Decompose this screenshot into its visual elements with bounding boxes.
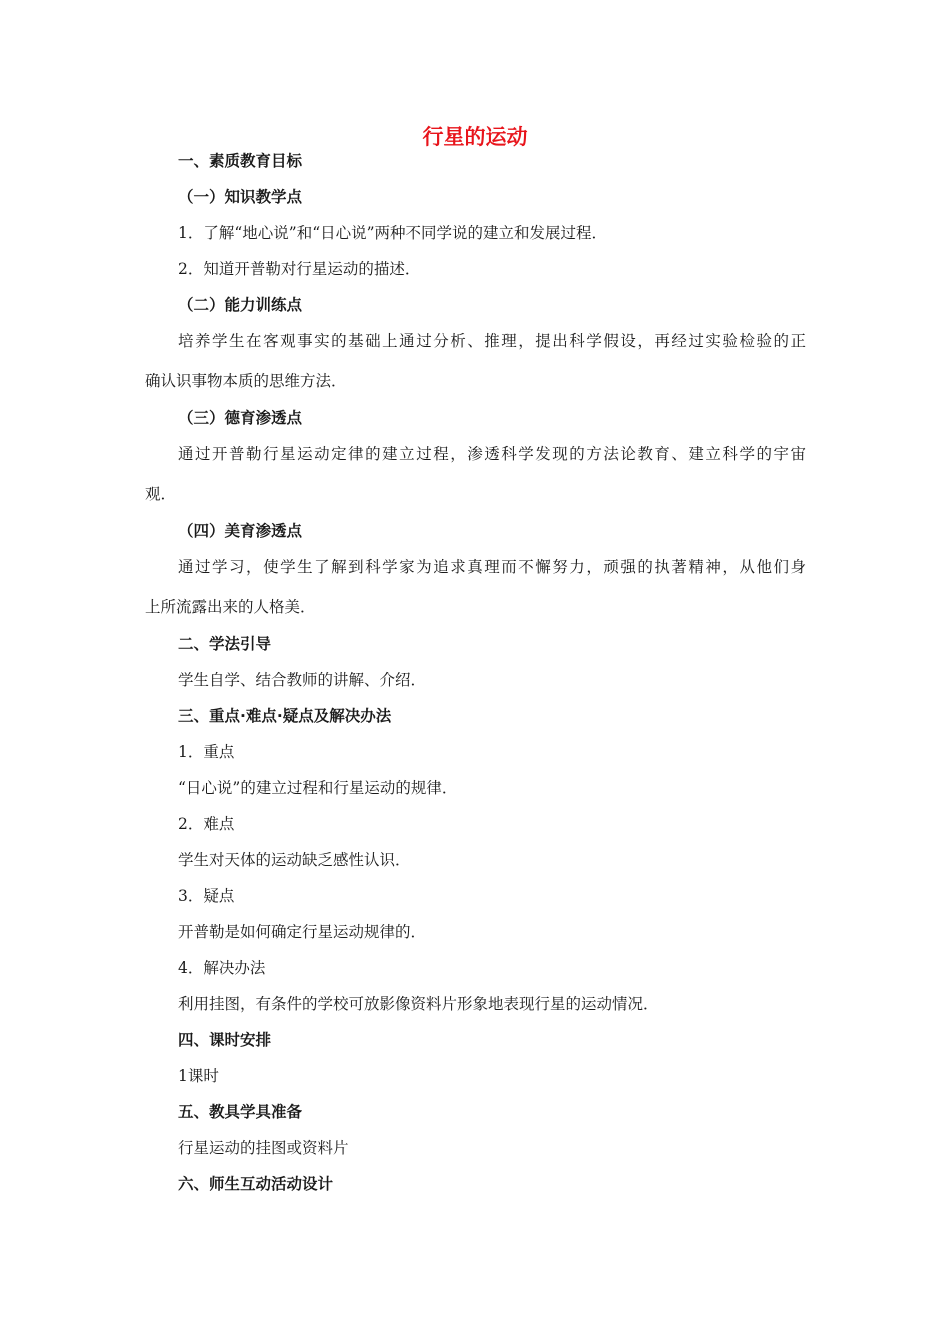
- body-text: 2．知道开普勒对行星运动的描述．: [178, 260, 421, 278]
- subsection-heading-aesthetic: （四）美育渗透点: [178, 522, 303, 540]
- body-text: 学生对天体的运动缺乏感性认识．: [178, 851, 411, 869]
- body-text: 3．疑点: [178, 887, 235, 905]
- body-text: “日心说”的建立过程和行星运动的规律．: [178, 779, 458, 797]
- body-text: 利用挂图，有条件的学校可放影像资料片形象地表现行星的运动情况．: [178, 995, 659, 1013]
- section-heading-3: 三、重点·难点·疑点及解决办法: [178, 707, 392, 725]
- body-text: 2．难点: [178, 815, 235, 833]
- body-text: 行星运动的挂图或资料片: [178, 1139, 349, 1157]
- body-paragraph-line: 通过开普勒行星运动定律的建立过程，渗透科学发现的方法论教育、建立科学的宇宙: [178, 445, 806, 463]
- body-text: 4．解决办法: [178, 959, 266, 977]
- body-paragraph-line: 观．: [145, 485, 177, 503]
- section-heading-6: 六、师生互动活动设计: [178, 1175, 334, 1193]
- body-paragraph-line: 上所流露出来的人格美．: [145, 598, 316, 616]
- section-heading-4: 四、课时安排: [178, 1031, 272, 1049]
- body-text: 1．了解“地心说”和“日心说”两种不同学说的建立和发展过程．: [178, 224, 608, 242]
- body-text: 1．重点: [178, 743, 235, 761]
- body-text: 1课时: [178, 1067, 219, 1085]
- body-paragraph-line: 通过学习，使学生了解到科学家为追求真理而不懈努力，顽强的执著精神，从他们身: [178, 558, 806, 576]
- body-paragraph-line: 确认识事物本质的思维方法．: [145, 372, 347, 390]
- body-text: 开普勒是如何确定行星运动规律的．: [178, 923, 427, 941]
- subsection-heading-ability: （二）能力训练点: [178, 296, 303, 314]
- section-heading-2: 二、学法引导: [178, 635, 272, 653]
- subsection-heading-moral: （三）德育渗透点: [178, 409, 303, 427]
- body-text: 学生自学、结合教师的讲解、介绍．: [178, 671, 427, 689]
- body-paragraph-line: 培养学生在客观事实的基础上通过分析、推理，提出科学假设，再经过实验检验的正: [178, 332, 806, 350]
- subsection-heading-knowledge: （一）知识教学点: [178, 188, 303, 206]
- section-heading-1: 一、素质教育目标: [178, 152, 303, 170]
- document-title: 行星的运动: [422, 125, 528, 149]
- section-heading-5: 五、教具学具准备: [178, 1103, 303, 1121]
